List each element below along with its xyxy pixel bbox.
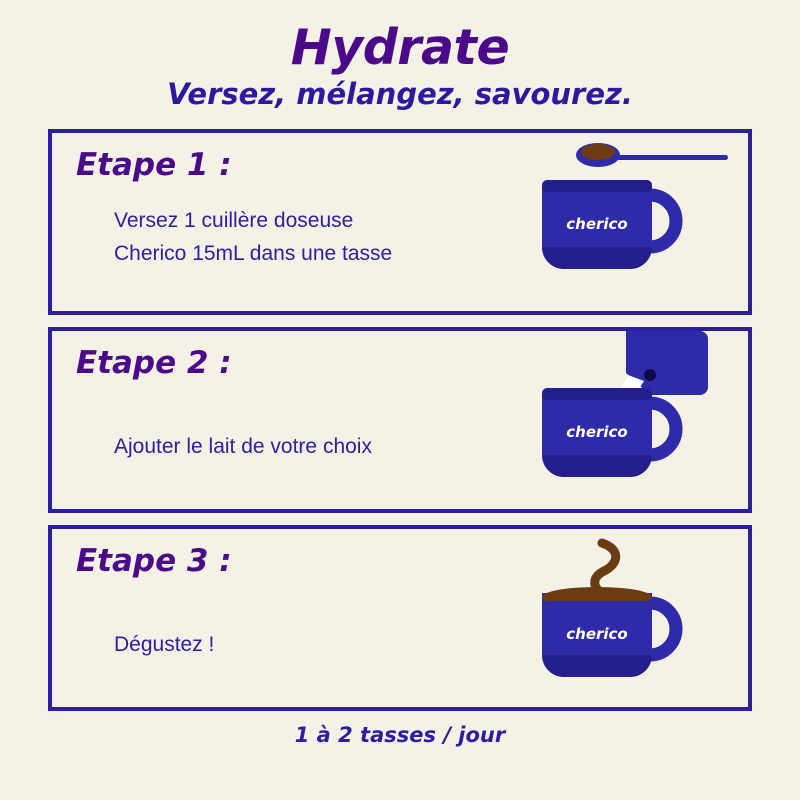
mug-logo-text: cherico (566, 215, 628, 234)
step-3-illustration (498, 529, 738, 707)
step-2-text (114, 431, 372, 464)
steps-list (0, 129, 800, 711)
mug-handle-icon (650, 603, 676, 655)
step-3-label: Etape 3 : (76, 543, 232, 580)
step-2-line-1: Ajouter le lait de votre choix (114, 435, 372, 459)
steam-icon (595, 543, 616, 593)
header (0, 0, 800, 111)
step-card-3 (48, 525, 752, 711)
step-1-line-2: Cherico 15mL dans une tasse (114, 241, 393, 265)
step-1-label: Etape 1 : (76, 147, 232, 184)
page-title: Hydrate (290, 19, 510, 76)
mug-logo-text: cherico (566, 423, 628, 442)
mug-rim-icon (542, 388, 652, 400)
page-subtitle: Versez, mélangez, savourez. (167, 77, 633, 112)
step-1-line-1: Versez 1 cuillère doseuse (114, 209, 354, 233)
mug-logo-text: cherico (566, 625, 628, 644)
mug-base-icon (542, 247, 652, 269)
step-card-1 (48, 129, 752, 315)
mug-handle-icon (650, 195, 676, 247)
spoon-handle-icon (610, 155, 728, 160)
mug-rim-icon (542, 180, 652, 192)
mug-rim-icon (542, 601, 652, 607)
step-1-illustration (498, 133, 738, 311)
mug-base-icon (542, 455, 652, 477)
step-2-label: Etape 2 : (76, 345, 232, 382)
step-2-illustration (498, 331, 738, 509)
pitcher-spout-hole-icon (644, 369, 656, 381)
footer-note: 1 à 2 tasses / jour (294, 723, 506, 748)
step-3-line-1: Dégustez ! (114, 633, 215, 657)
step-3-text (114, 629, 214, 662)
step-card-2 (48, 327, 752, 513)
mug-handle-icon (650, 403, 676, 455)
mug-base-icon (542, 655, 652, 677)
spoon-powder-icon (581, 144, 615, 160)
step-1-text (114, 205, 392, 270)
